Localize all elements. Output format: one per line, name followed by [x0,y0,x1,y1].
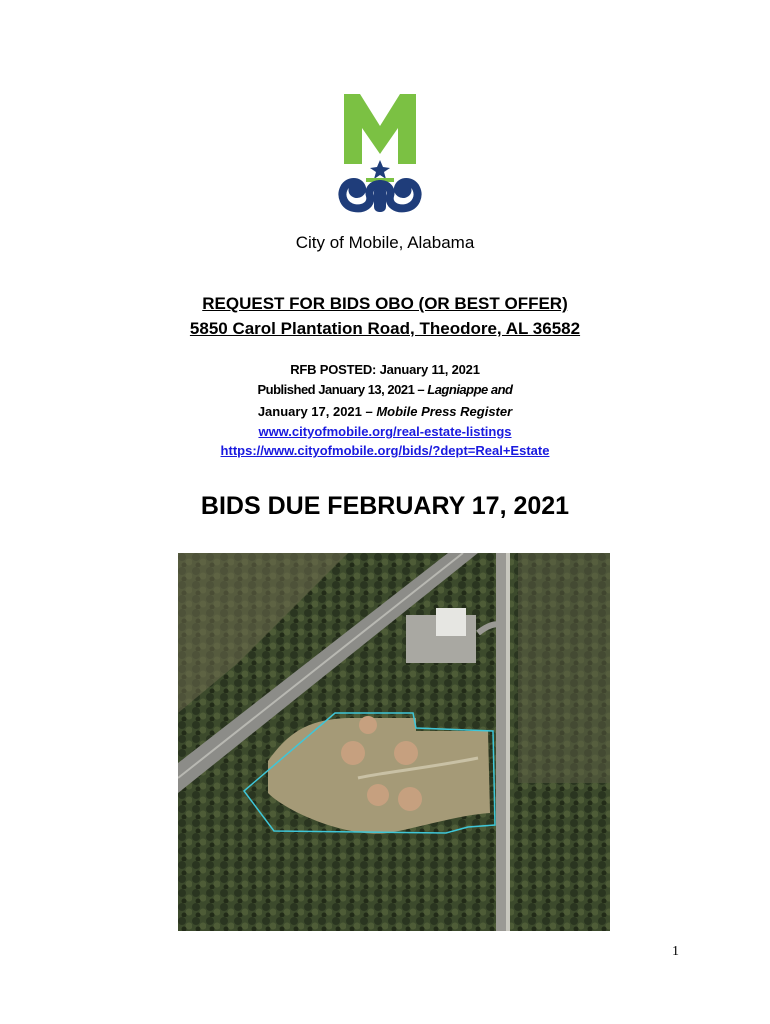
page-number: 1 [672,944,679,959]
property-address: 5850 Carol Plantation Road, Theodore, AL 36582 [189,319,581,338]
bids-link[interactable]: https://www.cityofmobile.org/bids/?dept=Real+Estate [220,443,550,458]
published-date-2: January 17, 2021 – [257,404,377,419]
real-estate-listings-link[interactable]: www.cityofmobile.org/real-estate-listings [258,424,512,439]
document-title: REQUEST FOR BIDS OBO (OR BEST OFFER) [202,294,568,313]
publication-1: Lagniappe and [427,382,513,397]
bids-due-heading: BIDS DUE FEBRUARY 17, 2021 [200,492,570,520]
posted-label: RFB POSTED: [290,362,377,377]
posted-date-line [0,362,770,377]
publication-2: Mobile Press Register [376,404,513,419]
city-name: City of Mobile, Alabama [295,233,475,252]
aerial-map-image [178,553,610,931]
posted-date: January 11, 2021 [379,362,480,377]
published-line-2 [0,404,770,419]
city-logo-icon [338,92,422,216]
published-line-1 [0,382,770,397]
published-date-1: Published January 13, 2021 – [257,382,428,397]
